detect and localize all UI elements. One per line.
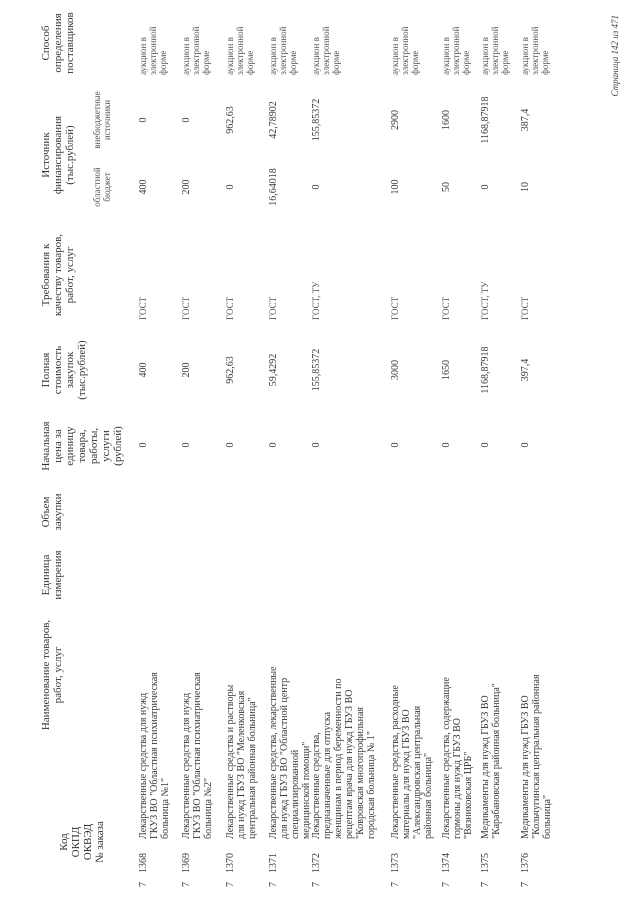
- header-full-cost-line: (тыс.рублей): [76, 340, 88, 400]
- header-funding-regional-line: областной: [92, 167, 102, 207]
- row-method-line: аукцион в: [390, 37, 400, 75]
- header-funding-line: финансирования: [52, 115, 64, 195]
- header-funding-extra-line: внебюджетные: [92, 91, 102, 149]
- row-prefix: 7: [181, 882, 192, 887]
- row-name: [441, 629, 474, 839]
- row-name-line: центральная районная больница": [247, 697, 258, 839]
- header-start-price-line: (рублей): [112, 426, 124, 466]
- row-name: [181, 629, 214, 839]
- row-name-line: городская больница № 1": [366, 731, 377, 839]
- row-number: 1368: [138, 853, 149, 873]
- header-method-line: Способ: [40, 25, 52, 61]
- row-name-line: Медикаменты для нужд ГБУЗ ВО: [520, 695, 531, 839]
- row-name: [225, 629, 258, 839]
- row-name: [311, 629, 377, 839]
- row-name-line: Лекарственные средства, расходные: [390, 685, 401, 839]
- row-name-line: предназначенные для отпуска: [322, 711, 333, 839]
- row-start-price: 0: [225, 442, 236, 448]
- row-method-line: электронной: [235, 26, 245, 75]
- row-name: [520, 629, 553, 839]
- row-name: [390, 629, 434, 839]
- header-full-cost-line: закупок: [64, 351, 76, 389]
- row-prefix: 7: [480, 882, 491, 887]
- header-code-line: ОКПД: [70, 826, 82, 858]
- row-requirements: ГОСТ: [520, 296, 530, 320]
- row-name-line: Лекарственные средства,: [311, 732, 322, 839]
- row-funding-regional: 16,64018: [268, 168, 279, 206]
- header-start-price: [40, 413, 124, 479]
- row-method-line: электронной: [321, 26, 331, 75]
- row-name-line: медицинской помощи": [301, 741, 312, 839]
- row-funding-extra: 0: [181, 117, 192, 123]
- row-name-line: для нужд ГБУЗ ВО "Меленковская: [236, 690, 247, 839]
- header-unit: [40, 545, 64, 605]
- row-method: [181, 5, 211, 75]
- row-method-line: форме: [331, 50, 341, 75]
- row-name-line: Медикаменты для нужд ГБУЗ ВО: [480, 695, 491, 839]
- row-method-line: форме: [158, 50, 168, 75]
- row-method: [311, 5, 341, 75]
- row-prefix: 7: [138, 882, 149, 887]
- row-name-line: для нужд ГБУЗ ВО "Областной центр: [279, 677, 290, 839]
- row-method: [268, 5, 298, 75]
- row-method-line: аукцион в: [138, 37, 148, 75]
- header-method-line: поставщиков: [64, 12, 76, 74]
- row-full-cost: 962,63: [225, 356, 236, 384]
- row-requirements: ГОСТ: [138, 296, 148, 320]
- row-method: [225, 5, 255, 75]
- row-start-price: 0: [390, 442, 401, 448]
- row-prefix: 7: [311, 882, 322, 887]
- row-full-cost: 200: [181, 362, 192, 378]
- header-method: [40, 3, 76, 83]
- row-method-line: электронной: [530, 26, 540, 75]
- row-requirements: ГОСТ, ТУ: [480, 281, 490, 320]
- header-volume-line: Объем: [40, 496, 52, 528]
- row-method: [480, 5, 510, 75]
- row-method-line: аукцион в: [225, 37, 235, 75]
- row-name-line: "Александровская центральная: [412, 705, 423, 839]
- row-requirements: ГОСТ: [268, 296, 278, 320]
- header-funding-extra: [92, 87, 112, 153]
- page-footer: Страница 142 из 471: [610, 15, 620, 97]
- row-full-cost: 59,4292: [268, 353, 279, 387]
- row-full-cost: 1168,87918: [480, 346, 491, 394]
- row-start-price: 0: [520, 442, 531, 448]
- row-requirements: ГОСТ: [390, 296, 400, 320]
- header-start-price-line: работы,: [88, 427, 100, 465]
- row-requirements: ГОСТ: [225, 296, 235, 320]
- row-number: 1374: [441, 853, 452, 873]
- row-start-price: 0: [311, 442, 322, 448]
- header-volume: [40, 487, 64, 537]
- row-number: 1372: [311, 853, 322, 873]
- row-funding-regional: 50: [441, 182, 452, 192]
- row-funding-regional: 10: [520, 182, 531, 192]
- row-requirements: ГОСТ: [181, 296, 191, 320]
- row-name-line: женщинам в период беременности по: [333, 678, 344, 839]
- header-requirements: [40, 220, 76, 330]
- row-method: [138, 5, 168, 75]
- row-name-line: Лекарственные средства, содержащие: [441, 677, 452, 839]
- row-funding-extra: 155,85372: [311, 98, 322, 142]
- row-full-cost: 397,4: [520, 358, 531, 382]
- row-funding-regional: 0: [311, 184, 322, 190]
- row-funding-extra: 42,78902: [268, 101, 279, 139]
- row-method-line: аукцион в: [441, 37, 451, 75]
- header-requirements-line: работ, услуг: [64, 246, 76, 304]
- row-start-price: 0: [138, 442, 149, 448]
- row-name-line: Лекарственные средства и растворы: [225, 684, 236, 839]
- row-method-line: электронной: [148, 26, 158, 75]
- row-number: 1376: [520, 853, 531, 873]
- row-funding-regional: 100: [390, 179, 401, 195]
- row-funding-regional: 0: [225, 184, 236, 190]
- header-requirements-line: качеству товаров,: [52, 233, 64, 317]
- header-unit-line: Единица: [40, 554, 52, 596]
- header-funding-line: Источник: [40, 132, 52, 178]
- header-full-cost: [40, 335, 88, 405]
- row-prefix: 7: [225, 882, 236, 887]
- row-requirements: ГОСТ: [441, 296, 451, 320]
- row-method: [520, 5, 550, 75]
- header-full-cost-line: стоимость: [52, 345, 64, 395]
- row-method-line: форме: [500, 50, 510, 75]
- row-funding-extra: 387,4: [520, 108, 531, 132]
- row-method-line: электронной: [400, 26, 410, 75]
- row-name-line: гормоны для нужд ГБУЗ ВО: [452, 717, 463, 839]
- row-method-line: форме: [201, 50, 211, 75]
- row-method-line: аукцион в: [480, 37, 490, 75]
- row-method-line: аукцион в: [181, 37, 191, 75]
- row-funding-extra: 0: [138, 117, 149, 123]
- row-name-line: рецептам врача для нужд ГБУЗ ВО: [344, 689, 355, 839]
- header-funding-regional-line: бюджет: [102, 172, 112, 202]
- row-method-line: электронной: [191, 26, 201, 75]
- header-funding: [40, 90, 76, 220]
- row-name-line: ГКУЗ ВО "Областная психиатрическая: [192, 672, 203, 839]
- row-name-line: районная больница": [423, 752, 434, 839]
- row-start-price: 0: [480, 442, 491, 448]
- row-method-line: электронной: [451, 26, 461, 75]
- header-requirements-line: Требования к: [40, 243, 52, 307]
- row-method-line: электронной: [490, 26, 500, 75]
- header-start-price-line: услуги: [100, 430, 112, 462]
- row-method-line: аукцион в: [268, 37, 278, 75]
- header-name: [40, 605, 64, 745]
- header-funding-line: (тыс.рублей): [64, 125, 76, 185]
- header-code-line: ОКВЭД: [82, 823, 94, 861]
- row-name: [480, 629, 502, 839]
- header-code: [58, 807, 106, 877]
- row-prefix: 7: [441, 882, 452, 887]
- row-name: [268, 629, 312, 839]
- row-method-line: форме: [288, 50, 298, 75]
- header-start-price-line: Начальная: [40, 421, 52, 471]
- row-method-line: форме: [245, 50, 255, 75]
- row-funding-regional: 0: [480, 184, 491, 190]
- row-full-cost: 155,85372: [311, 348, 322, 392]
- header-start-price-line: единицу: [64, 426, 76, 466]
- header-code-line: № заказа: [94, 821, 106, 863]
- row-name-line: больница": [542, 794, 553, 839]
- row-full-cost: 400: [138, 362, 149, 378]
- row-name: [138, 629, 171, 839]
- row-method-line: форме: [410, 50, 420, 75]
- header-volume-line: закупки: [52, 493, 64, 531]
- row-prefix: 7: [390, 882, 401, 887]
- row-method: [390, 5, 420, 75]
- row-number: 1371: [268, 853, 279, 873]
- row-method-line: форме: [461, 50, 471, 75]
- row-funding-extra: 2900: [390, 110, 401, 130]
- row-start-price: 0: [441, 442, 452, 448]
- header-start-price-line: товара,: [76, 429, 88, 463]
- row-full-cost: 3000: [390, 360, 401, 380]
- row-full-cost: 1650: [441, 360, 452, 380]
- row-funding-extra: 962,63: [225, 106, 236, 134]
- row-funding-regional: 200: [181, 179, 192, 195]
- row-prefix: 7: [268, 882, 279, 887]
- row-name-line: "Карабановская районная больница": [491, 683, 502, 839]
- row-method-line: аукцион в: [311, 37, 321, 75]
- header-full-cost-line: Полная: [40, 352, 52, 388]
- row-name-line: ГКУЗ ВО "Областная психиатрическая: [149, 672, 160, 839]
- row-number: 1375: [480, 853, 491, 873]
- header-code-line: Код: [58, 833, 70, 851]
- row-method: [441, 5, 471, 75]
- row-method-line: электронной: [278, 26, 288, 75]
- row-name-line: Лекарственные средства, лекарственные: [268, 666, 279, 839]
- row-name-line: Лекарственные средства для нужд: [138, 692, 149, 839]
- row-name-line: Лекарственные средства для нужд: [181, 692, 192, 839]
- row-method-line: аукцион в: [520, 37, 530, 75]
- row-prefix: 7: [520, 882, 531, 887]
- row-name-line: "Кольчугинская центральная районная: [531, 674, 542, 839]
- row-number: 1369: [181, 853, 192, 873]
- header-name-line: работ, услуг: [52, 646, 64, 704]
- row-start-price: 0: [268, 442, 279, 448]
- row-name-line: больница №1": [160, 777, 171, 839]
- header-start-price-line: цена за: [52, 429, 64, 463]
- row-funding-extra: 1168,87918: [480, 96, 491, 144]
- header-unit-line: измерения: [52, 550, 64, 600]
- row-name-line: материалы для нужд ГБУЗ ВО: [401, 709, 412, 839]
- row-funding-extra: 1600: [441, 110, 452, 130]
- header-funding-extra-line: источники: [102, 99, 112, 141]
- row-name-line: больница №2": [203, 777, 214, 839]
- header-funding-regional: [92, 157, 112, 217]
- row-requirements: ГОСТ, ТУ: [311, 281, 321, 320]
- header-name-line: Наименование товаров,: [40, 619, 52, 731]
- row-funding-regional: 400: [138, 179, 149, 195]
- row-number: 1373: [390, 853, 401, 873]
- row-start-price: 0: [181, 442, 192, 448]
- row-name-line: "Ковровская многопрофильная: [355, 707, 366, 839]
- row-name-line: специализированной: [290, 749, 301, 839]
- row-name-line: "Вязниковская ЦРБ": [463, 751, 474, 839]
- row-number: 1370: [225, 853, 236, 873]
- row-method-line: форме: [540, 50, 550, 75]
- header-method-line: определения: [52, 13, 64, 73]
